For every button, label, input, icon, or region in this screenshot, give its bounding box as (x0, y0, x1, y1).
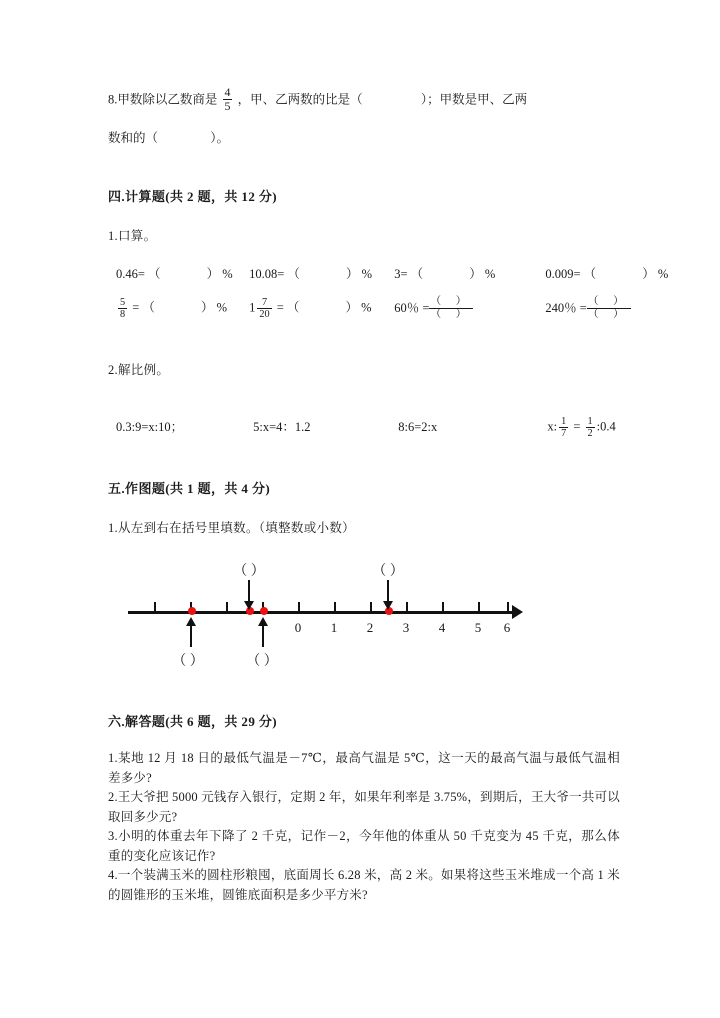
calc-item[interactable] (116, 297, 246, 320)
calc-row-1 (116, 264, 669, 282)
axis-tick (370, 602, 372, 612)
calc-item[interactable] (545, 296, 630, 321)
proportion-lead: x: (547, 419, 558, 434)
calc-expression: 0.009= （ (545, 267, 597, 281)
fraction-denominator: 20 (259, 309, 270, 321)
calc-item[interactable] (116, 264, 246, 282)
marked-point (188, 607, 196, 615)
proportion-item[interactable]: 0.3:9=x:10； (116, 419, 184, 434)
number-line-axis (128, 611, 514, 614)
axis-arrowhead-icon (512, 605, 523, 619)
calc-unit: ） % (200, 300, 227, 315)
arrow-up-icon (190, 625, 192, 647)
proportion-item[interactable] (547, 416, 615, 439)
axis-tick (507, 602, 509, 612)
percent-value: 60％ = (394, 300, 430, 315)
axis-label: 3 (402, 620, 410, 635)
fraction-numerator: 7 (257, 297, 271, 309)
calc-unit: ） % (469, 267, 496, 281)
fraction-numerator: （ ） (429, 296, 473, 309)
proportion-item[interactable]: 8:6=2:x (398, 419, 438, 434)
answer-blank-below[interactable]: （ ） (246, 654, 278, 669)
fraction-numerator: （ ） (587, 296, 631, 309)
mixed-number-1-7-20 (249, 297, 274, 320)
question-8-line-2 (108, 128, 620, 146)
calc-expression: = （ (132, 300, 155, 315)
arrow-down-icon (248, 580, 250, 602)
equals-sign: = (573, 419, 581, 434)
fraction-denominator: （ ） (587, 309, 630, 321)
paren-fraction[interactable] (429, 296, 473, 321)
section-5-question-1-label: 1.从左到右在括号里填数。（填整数或小数） (108, 521, 355, 535)
section-6-problem-list (108, 749, 620, 905)
arrow-up-icon (262, 625, 264, 647)
axis-label: 6 (503, 620, 511, 635)
calc-item[interactable] (249, 297, 391, 320)
calc-item[interactable] (394, 264, 542, 282)
proportion-row (116, 416, 628, 439)
axis-label: 1 (330, 620, 338, 635)
number-line-figure (122, 566, 622, 676)
fraction-denominator: 2 (587, 428, 593, 440)
calc-unit: ） % (345, 267, 372, 281)
calc-item[interactable] (394, 296, 542, 321)
section-6-heading: 六.解答题(共 6 题，共 29 分) (108, 714, 278, 729)
calc-expression: = （ (276, 300, 300, 315)
fraction-numerator: 1 (587, 416, 593, 427)
fraction-denominator: 5 (224, 98, 231, 113)
proportion-tail: :0.4 (596, 419, 616, 434)
word-problem: 1.某地 12 月 18 日的最低气温是－7℃，最高气温是 5℃，这一天的最高气温与最低气温相差多少? (108, 751, 620, 785)
fraction-1-7 (559, 416, 568, 439)
answer-blank-below[interactable]: （ ） (172, 654, 204, 669)
section-5-heading: 五.作图题(共 1 题，共 4 分) (108, 481, 271, 496)
question-8-text-part2: ，甲、乙两数的比是（ (237, 92, 363, 107)
axis-tick (298, 602, 300, 612)
arrow-down-icon (387, 580, 389, 602)
axis-tick (334, 602, 336, 612)
mixed-fraction (257, 297, 271, 320)
question-8-text-part1: 8.甲数除以乙数商是 (108, 92, 218, 107)
calc-unit: ） % (345, 300, 372, 315)
word-problem: 4.一个装满玉米的圆柱形粮囤，底面周长 6.28 米，高 2 米。如果将这些玉米堆成一个高 1 米的圆锥形的玉米堆，圆锥底面积是多少平方米? (108, 868, 620, 902)
fraction-numerator: 5 (120, 297, 126, 309)
answer-blank-above[interactable]: （ ） (233, 564, 265, 579)
section-4-question-1-label: 1.口算。 (108, 229, 157, 243)
fraction-5-8 (118, 297, 127, 320)
axis-label: 2 (366, 620, 374, 635)
fraction-denominator: （ ） (430, 309, 473, 321)
question-8-text-part4: 数和的（ (108, 130, 159, 145)
calc-row-2 (116, 296, 628, 321)
word-problem: 3.小明的体重去年下降了 2 千克，记作－2，今年他的体重从 50 千克变为 45 千克，那么体重的变化应该记作? (108, 829, 620, 863)
axis-label: 4 (438, 620, 446, 635)
question-8-line-1 (108, 86, 620, 113)
section-4-question-2-label: 2.解比例。 (108, 363, 170, 377)
calc-unit: ） % (642, 267, 669, 281)
fraction-4-5 (223, 86, 233, 113)
paren-fraction[interactable] (587, 296, 631, 321)
calc-expression: 3= （ (394, 267, 424, 281)
question-8-text-part3: ）；甲数是甲、乙两 (420, 92, 528, 107)
axis-label: 0 (294, 620, 302, 635)
fraction-denominator: 8 (120, 309, 126, 321)
fraction-numerator: 4 (224, 85, 231, 99)
marked-point (260, 607, 268, 615)
calc-item[interactable] (545, 264, 668, 282)
proportion-item[interactable]: 5:x=4：1.2 (253, 419, 311, 434)
axis-tick (478, 602, 480, 612)
calc-expression: 0.46= （ (116, 267, 161, 281)
axis-label: 5 (474, 620, 482, 635)
question-8 (108, 86, 620, 146)
question-8-text-part5: ）。 (210, 130, 230, 145)
axis-tick (154, 602, 156, 612)
fraction-1-2 (586, 416, 595, 439)
answer-blank-above[interactable]: （ ） (372, 564, 404, 579)
fraction-denominator: 7 (561, 428, 567, 440)
axis-tick (226, 602, 228, 612)
axis-tick (406, 602, 408, 612)
calc-item[interactable] (249, 264, 391, 282)
fraction-numerator: 1 (561, 416, 567, 427)
axis-tick (442, 602, 444, 612)
calc-unit: ） % (206, 267, 233, 281)
section-4-heading: 四.计算题(共 2 题，共 12 分) (108, 189, 278, 204)
mixed-whole: 1 (249, 300, 256, 315)
percent-value: 240％ = (545, 300, 587, 315)
calc-expression: 10.08= （ (249, 267, 300, 281)
word-problem: 2.王大爷把 5000 元钱存入银行，定期 2 年，如果年利率是 3.75%，到期后，王大爷一共可以取回多少元? (108, 790, 620, 824)
